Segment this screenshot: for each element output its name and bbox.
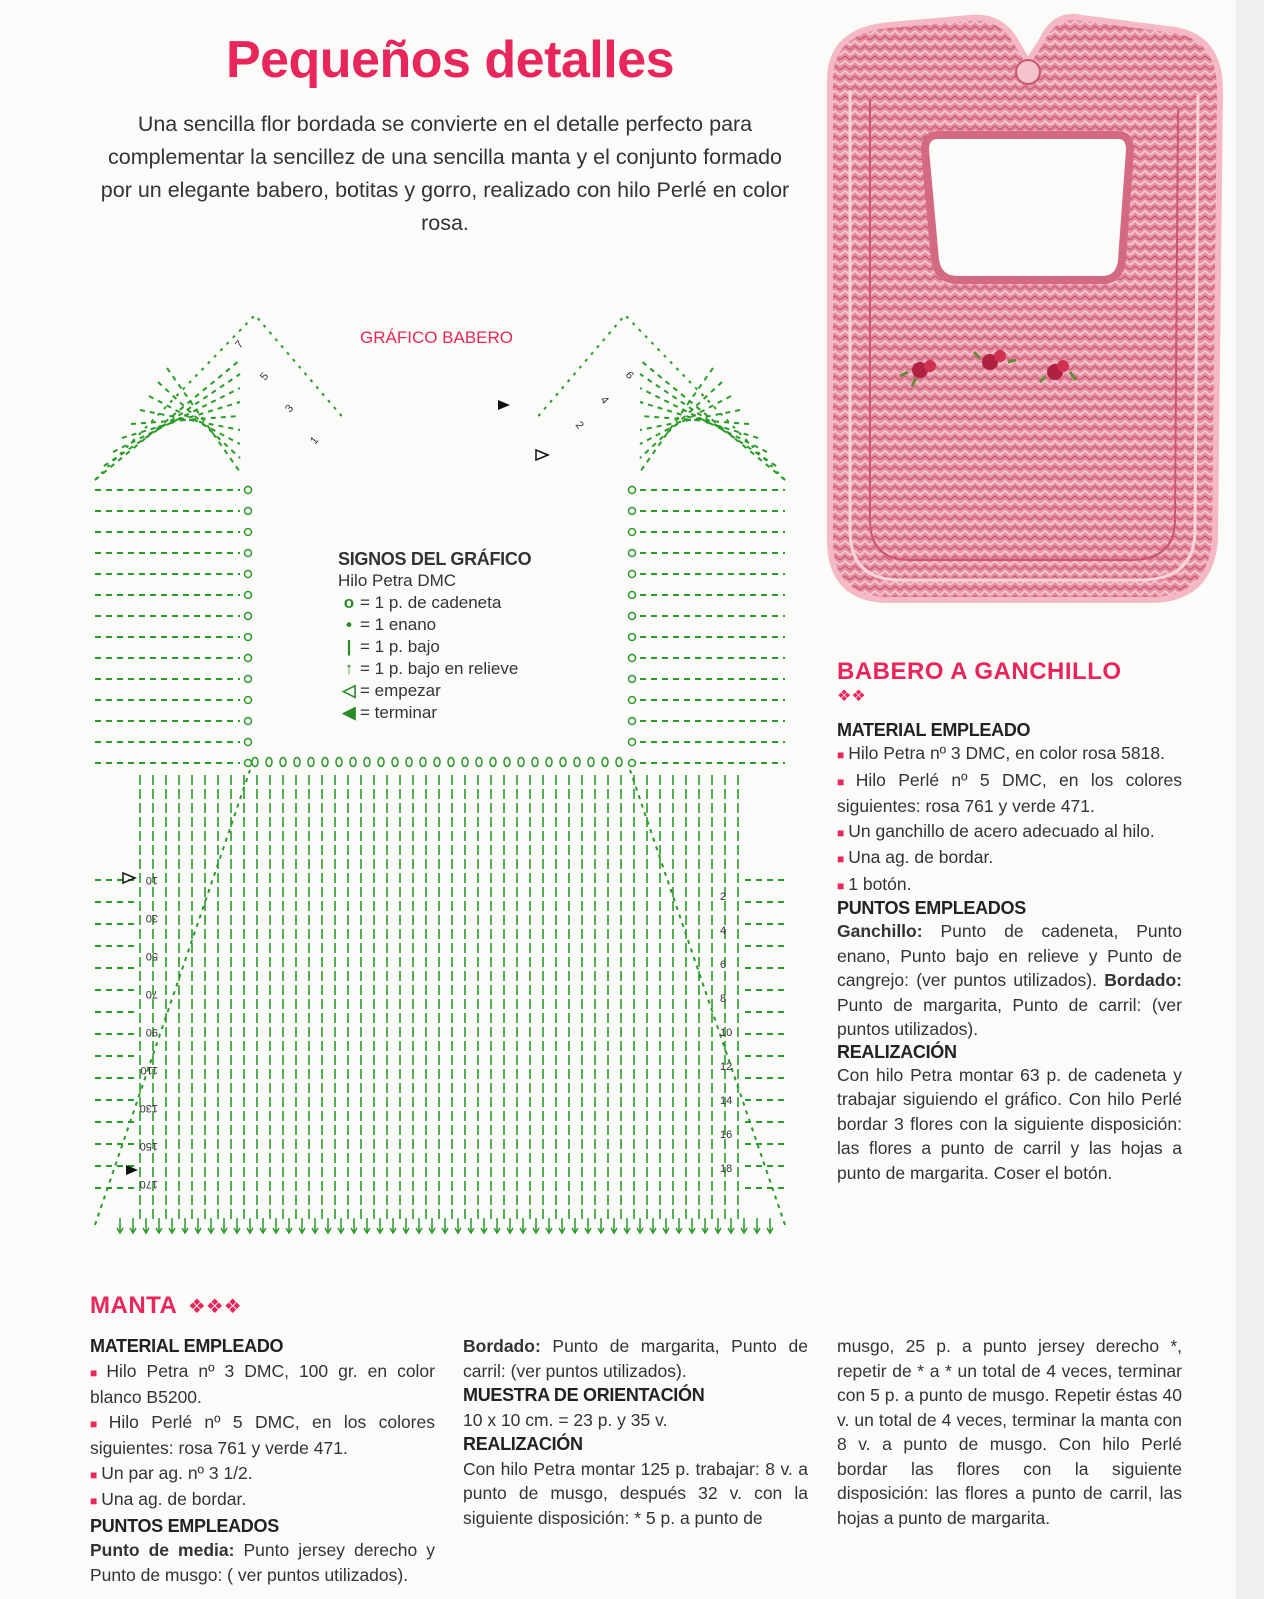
list-item: ■ Una ag. de bordar. [90,1489,247,1509]
relief-stitch [559,1218,565,1233]
row-number: 2 [720,891,727,903]
list-item: ■ Hilo Perlé nº 5 DMC, en los colores siguientes: rosa 761 y verde 471. [837,769,1182,816]
relief-stitch [689,1218,695,1233]
chain-stitch [629,487,636,494]
chart-legend [338,548,558,724]
muestra-text: 10 x 10 cm. = 23 p. y 35 v. [463,1409,668,1430]
row-number: 110 [140,1064,158,1076]
chain-stitch [245,655,252,662]
realizacion-text-continued: musgo, 25 p. a punto jersey derecho *, repetir de * a * un total de 4 veces, terminar con 5 p. a punto de musgo. Repetir éstas 40 v. un total de 4 veces, terminar la manta con 8 v. a punto de musgo. Con hilo Perlé bordar las flores con la siguiente disposición: las flores a punto de carril, las hojas a punto de margarita. [837,1336,1182,1528]
relief-stitch [520,1218,526,1233]
chain-stitch [629,613,636,620]
chain-stitch [629,739,636,746]
relief-stitch [754,1218,760,1233]
strap-diagonal [640,416,749,424]
relief-stitch [390,1218,396,1233]
chain-stitch [245,592,252,599]
puntos-text: Ganchillo: Punto de cadeneta, Punto enano, Punto bajo en relieve y Punto de cangrejo: (ver puntos utilizados). Bordado: Punto de margarita, Punto de carril: (ver puntos utilizados). [837,921,1182,1039]
strap-diagonal [640,360,785,480]
relief-stitch [429,1218,435,1233]
relief-stitch [455,1218,461,1233]
relief-stitch [195,1218,201,1233]
relief-stitch [715,1218,721,1233]
chain-stitch [602,758,608,767]
strap-diagonal [113,388,240,452]
chain-stitch [434,758,440,767]
relief-stitch [624,1218,630,1233]
difficulty-icon: ❖❖ [837,688,866,705]
relief-stitch [468,1218,474,1233]
chain-stitch [245,718,252,725]
list-item: ■ 1 botón. [837,873,912,894]
chain-stitch [245,571,252,578]
list-item: ■ Un ganchillo de acero adecuado al hilo. [837,820,1155,841]
chain-stitch [616,758,622,767]
chain-stitch [629,508,636,515]
relief-stitch [728,1218,734,1233]
list-item: ■ Hilo Perlé nº 5 DMC, en los colores siguientes: rosa 761 y verde 471. [90,1411,435,1458]
legend-yarn: Hilo Petra DMC [338,571,457,590]
relief-stitch [325,1218,331,1233]
chain-stitch [629,571,636,578]
chain-stitch [266,758,272,767]
list-item: ■ Una ag. de bordar. [837,847,994,867]
relief-stitch [416,1218,422,1233]
legend-item-chain: o = 1 p. de cadeneta [343,593,502,612]
row-number: 130 [139,1102,158,1114]
manta-header [90,1292,242,1320]
chain-stitch [629,676,636,683]
list-item: ■ Hilo Petra nº 3 DMC, 100 gr. en color blanco B5200. [90,1360,435,1407]
chain-stitch [629,718,636,725]
chain-stitch [280,758,286,767]
chain-stitch [629,634,636,641]
chain-stitch [629,592,636,599]
relief-stitch [260,1218,266,1233]
materials-list [837,741,1182,898]
chain-stitch [378,758,384,767]
relief-stitch [221,1218,227,1233]
realizacion-text: Con hilo Petra montar 63 p. de cadeneta y trabajar siguiendo el gráfico. Con hilo Perlé bordar 3 flores con la siguiente disposición: las flores a punto de carril y las hojas a punto de margarita. Coser el botón. [837,1064,1182,1183]
relief-stitch [507,1218,513,1233]
legend-heading: SIGNOS DEL GRÁFICO [338,549,532,569]
relief-stitch [117,1218,123,1233]
relief-stitch [598,1218,604,1233]
relief-stitch [533,1218,539,1233]
material-heading: MATERIAL EMPLEADO [837,720,1031,740]
start-marker-icon [536,450,548,460]
end-marker-icon [498,400,510,410]
relief-stitch [182,1218,188,1233]
relief-stitch [364,1218,370,1233]
chain-stitch [245,676,252,683]
chain-stitch [308,758,314,767]
relief-stitch [572,1218,578,1233]
strap-diagonal [131,416,240,424]
row-number: 5 [258,370,272,383]
chain-stitch [252,758,258,767]
relief-stitch [741,1218,747,1233]
chain-stitch [574,758,580,767]
row-number: 8 [720,993,727,1005]
realizacion-heading: REALIZACIÓN [463,1434,583,1454]
row-number: 3 [283,402,297,415]
row-number: 70 [145,988,158,1000]
chain-stitch [629,760,636,767]
body-diagonal [95,770,250,1225]
relief-stitch [767,1218,773,1233]
legend-item-end: ◀ = terminar [342,703,437,722]
relief-stitch [611,1218,617,1233]
chain-stitch [350,758,356,767]
start-marker-icon [123,873,135,883]
muestra-heading: MUESTRA DE ORIENTACIÓN [463,1385,705,1405]
bib-photo [820,0,1235,615]
strap-diagonal [640,388,767,452]
chain-stitch [245,529,252,536]
chain-stitch [490,758,496,767]
relief-stitch [234,1218,240,1233]
chain-stitch [245,634,252,641]
chain-stitch [462,758,468,767]
manta-column-2: Bordado: Punto de margarita, Punto de carril: (ver puntos utilizados). MUESTRA DE ORIENTACIÓN 10 x 10 cm. = 23 p. y 35 v. REALIZACIÓN Con hilo Petra montar 125 p. trabajar: 8 v. a punto de musgo, después 32 v. con la siguiente disposición: * 5 p. a punto de [463,1334,808,1530]
realizacion-heading: REALIZACIÓN [837,1041,957,1062]
row-number: 10 [720,1027,733,1039]
row-number: 7 [233,338,247,351]
relief-stitch [637,1218,643,1233]
chain-stitch [322,758,328,767]
list-item: ■ Hilo Petra nº 3 DMC, en color rosa 5818. [837,743,1165,763]
manta-title: MANTA [90,1292,178,1319]
chain-stitch [588,758,594,767]
row-number: 50 [145,950,158,962]
relief-stitch [702,1218,708,1233]
relief-stitch [494,1218,500,1233]
chain-stitch [245,508,252,515]
strap-diagonal [95,360,240,480]
row-number: 6 [622,369,636,382]
row-number: 2 [572,419,586,432]
relief-stitch [312,1218,318,1233]
row-number: 4 [597,394,611,407]
strap-diagonal [149,396,240,444]
chain-stitch [448,758,454,767]
body-diagonal [630,770,785,1225]
relief-stitch [143,1218,149,1233]
babero-section [837,658,1182,1185]
chain-stitch [504,758,510,767]
legend-item-start: ◁ = empezar [342,681,441,700]
relief-stitch [273,1218,279,1233]
relief-stitch [481,1218,487,1233]
relief-stitch [286,1218,292,1233]
relief-stitch [351,1218,357,1233]
row-number: 6 [720,959,727,971]
row-number: 1 [308,434,322,447]
relief-stitch [585,1218,591,1233]
chain-stitch [245,739,252,746]
chain-stitch [245,487,252,494]
row-number: 16 [720,1129,733,1141]
chain-stitch [392,758,398,767]
puntos-heading: PUNTOS EMPLEADOS [837,898,1026,918]
chain-stitch [560,758,566,767]
chain-stitch [532,758,538,767]
row-number: 14 [720,1095,733,1107]
chain-stitch [629,655,636,662]
chart-title: GRÁFICO BABERO [360,328,514,347]
chain-stitch [336,758,342,767]
chain-stitch [294,758,300,767]
chain-stitch [406,758,412,767]
page-title: Pequeños detalles [225,31,675,89]
legend-item-relief: ↑ = 1 p. bajo en relieve [344,659,519,678]
chain-stitch [518,758,524,767]
chain-stitch [629,550,636,557]
relief-stitch [208,1218,214,1233]
puntos-heading: PUNTOS EMPLEADOS [90,1515,279,1536]
chain-stitch [245,697,252,704]
chain-stitch [245,613,252,620]
chain-stitch [546,758,552,767]
material-heading: MATERIAL EMPLEADO [90,1336,284,1356]
row-number: 18 [720,1163,733,1175]
chain-stitch [245,760,252,767]
manta-column-3 [837,1334,1182,1530]
intro-paragraph: Una sencilla flor bordada se convierte en el detalle perfecto para complementar la sencillez de una sencilla manta y el conjunto formado por un elegante babero, botitas y gorro, realizado con hilo Perlé en color rosa. [100,112,790,235]
row-number: 30 [145,912,158,924]
realizacion-text: Con hilo Petra montar 125 p. trabajar: 8 v. a punto de musgo, después 32 v. con la siguiente disposición: * 5 p. a punto de [463,1458,808,1528]
relief-stitch [442,1218,448,1233]
relief-stitch [546,1218,552,1233]
legend-item-slip: • = 1 enano [346,615,437,634]
row-number: 170 [139,1178,158,1190]
legend-item-single: | = 1 p. bajo [346,637,440,656]
row-number: 4 [720,925,727,937]
relief-stitch [403,1218,409,1233]
relief-stitch [338,1218,344,1233]
page-edge [1236,0,1264,1599]
relief-stitch [676,1218,682,1233]
relief-stitch [130,1218,136,1233]
chain-stitch [364,758,370,767]
chain-stitch [245,550,252,557]
row-number: 150 [139,1140,158,1152]
babero-title: BABERO A GANCHILLO [837,658,1122,685]
relief-stitch [156,1218,162,1233]
row-number: 90 [145,1026,158,1038]
chain-stitch [629,697,636,704]
list-item: ■ Un par ag. nº 3 1/2. [90,1462,253,1483]
relief-stitch [299,1218,305,1233]
manta-column-1: MATERIAL EMPLEADO ■ Hilo Petra nº 3 DMC, 100 gr. en color blanco B5200. ■ Hilo Perlé nº 5 DMC, en los colores siguientes: rosa 761 y verde 471. ■ Un par ag. nº 3 1/2. ■ Una ag. de bordar. PUNTOS EMPLEADOS Punto de media: Punto jersey derecho y Punto de musgo: ( ver puntos utilizados). [90,1336,435,1585]
relief-stitch [650,1218,656,1233]
row-number: 10 [145,874,158,886]
relief-stitch [169,1218,175,1233]
chain-stitch [420,758,426,767]
crochet-chart [80,300,800,1255]
chain-stitch [629,529,636,536]
difficulty-icon: ❖❖❖ [187,1296,242,1318]
relief-stitch [377,1218,383,1233]
relief-stitch [663,1218,669,1233]
row-number: 12 [720,1061,733,1073]
relief-stitch [247,1218,253,1233]
chain-stitch [476,758,482,767]
strap-diagonal [640,396,731,444]
